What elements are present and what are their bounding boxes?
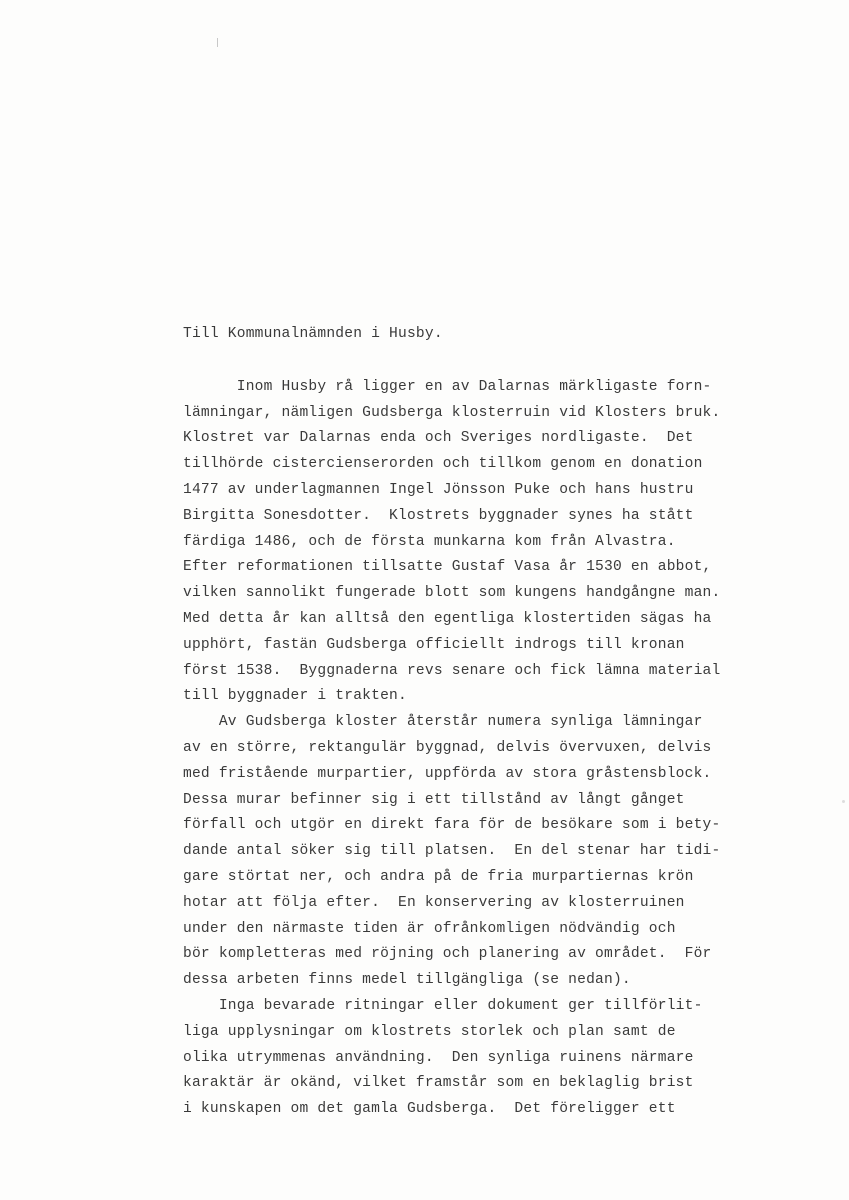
text-line: färdiga 1486, och de första munkarna kom från Alvastra. bbox=[183, 533, 676, 550]
text-line: förfall och utgör en direkt fara för de besökare som i bety- bbox=[183, 817, 721, 834]
text-line: 1477 av underlagmannen Ingel Jönsson Puke och hans hustru bbox=[183, 481, 694, 498]
text-line: med fristående murpartier, uppförda av stora gråstensblock. bbox=[183, 765, 712, 782]
text-line: dande antal söker sig till platsen. En del stenar har tidi- bbox=[183, 843, 721, 860]
text-line: bör kompletteras med röjning och planering av området. För bbox=[183, 946, 712, 963]
text-line: hotar att följa efter. En konservering av klosterruinen bbox=[183, 894, 685, 911]
paper-mark bbox=[217, 38, 218, 47]
text-line: först 1538. Byggnaderna revs senare och fick lämna material bbox=[183, 662, 721, 679]
text-line: Inom Husby rå ligger en av Dalarnas märkligaste forn- bbox=[183, 378, 712, 395]
text-line: Klostret var Dalarnas enda och Sveriges nordligaste. Det bbox=[183, 430, 694, 447]
text-line: tillhörde cistercienserorden och tillkom genom en donation bbox=[183, 456, 703, 473]
text-line: Med detta år kan alltså den egentliga klostertiden sägas ha bbox=[183, 610, 712, 627]
text-line: Dessa murar befinner sig i ett tillstånd av långt gånget bbox=[183, 791, 685, 808]
text-line: dessa arbeten finns medel tillgängliga (se nedan). bbox=[183, 972, 631, 989]
paper-speck bbox=[842, 800, 845, 803]
text-line: lämningar, nämligen Gudsberga klosterruin vid Klosters bruk. bbox=[183, 404, 721, 421]
text-line: i kunskapen om det gamla Gudsberga. Det föreligger ett bbox=[183, 1101, 676, 1118]
text-line: till byggnader i trakten. bbox=[183, 688, 407, 705]
text-line: vilken sannolikt fungerade blott som kungens handgångne man. bbox=[183, 585, 721, 602]
text-line: upphört, fastän Gudsberga officiellt indrogs till kronan bbox=[183, 636, 685, 653]
text-line: av en större, rektangulär byggnad, delvis övervuxen, delvis bbox=[183, 739, 712, 756]
text-line: liga upplysningar om klostrets storlek och plan samt de bbox=[183, 1023, 676, 1040]
salutation: Till Kommunalnämnden i Husby. bbox=[183, 326, 443, 342]
text-line: Efter reformationen tillsatte Gustaf Vasa år 1530 en abbot, bbox=[183, 559, 712, 576]
text-line: karaktär är okänd, vilket framstår som en beklaglig brist bbox=[183, 1075, 694, 1092]
text-line: Birgitta Sonesdotter. Klostrets byggnader synes ha stått bbox=[183, 507, 694, 524]
letter-body bbox=[183, 322, 813, 1123]
text-line: Inga bevarade ritningar eller dokument ger tillförlit- bbox=[183, 997, 703, 1014]
text-line: Av Gudsberga kloster återstår numera synliga lämningar bbox=[183, 714, 703, 731]
text-line: under den närmaste tiden är ofrånkomligen nödvändig och bbox=[183, 920, 676, 937]
text-line: olika utrymmenas användning. Den synliga ruinens närmare bbox=[183, 1049, 694, 1066]
text-line: gare störtat ner, och andra på de fria murpartiernas krön bbox=[183, 868, 694, 885]
